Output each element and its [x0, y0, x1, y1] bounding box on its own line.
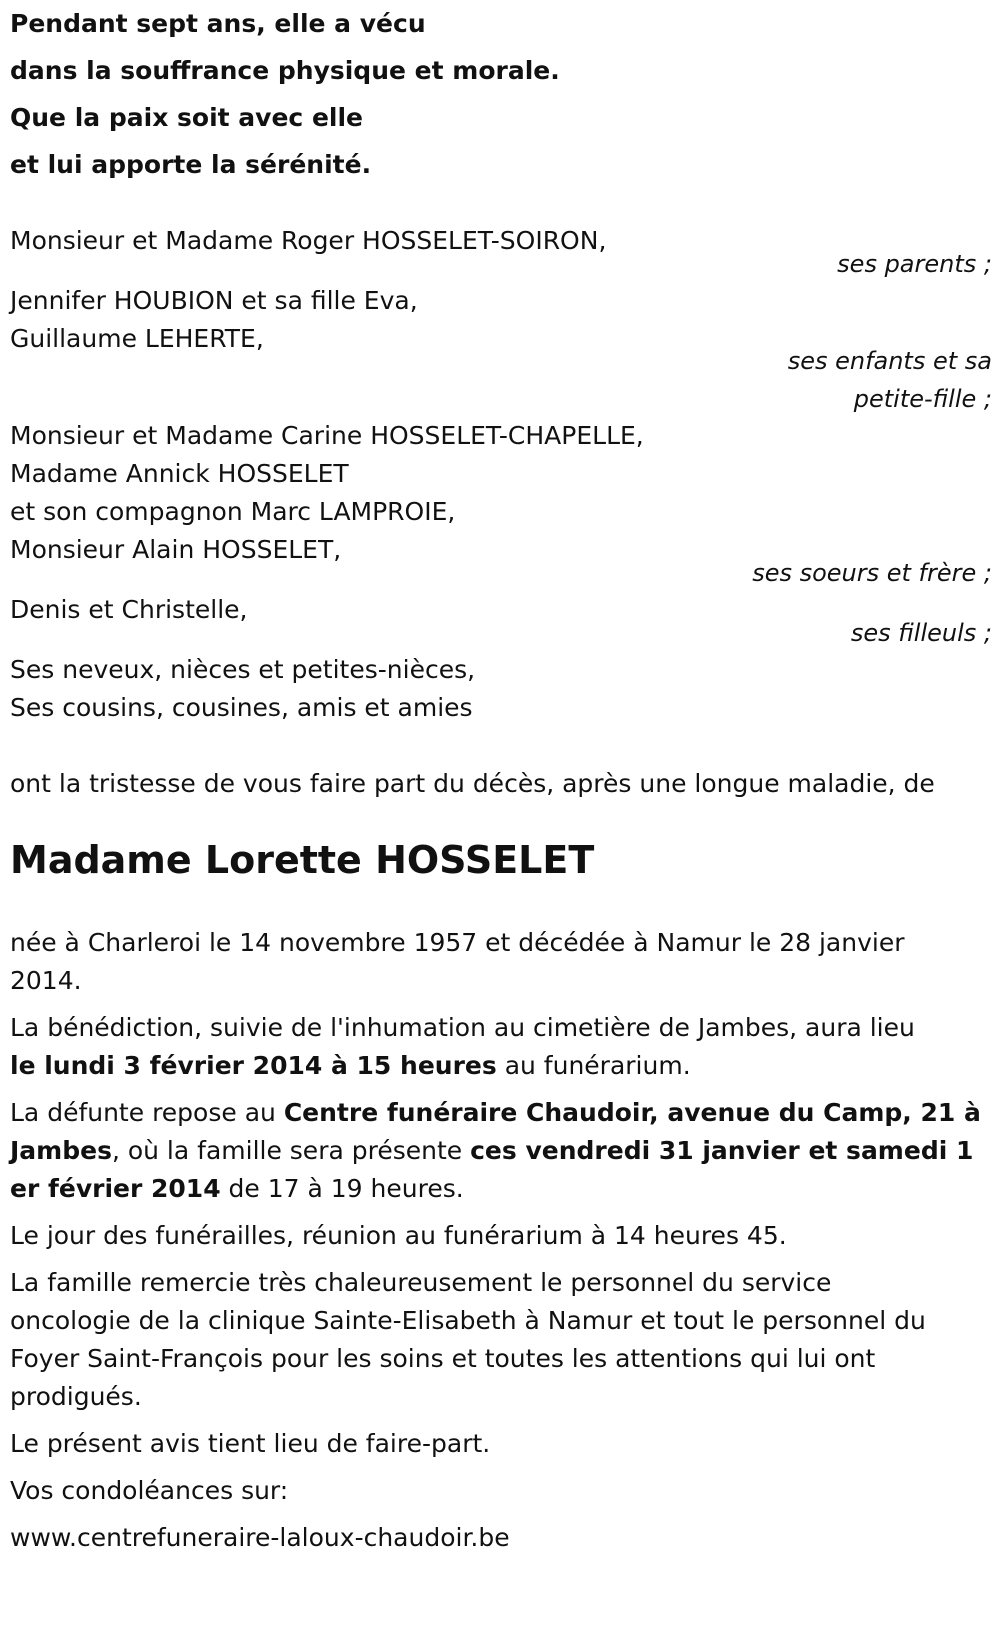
children-name: Guillaume LEHERTE,	[10, 324, 264, 353]
ceremony-place: au funérarium.	[496, 1051, 691, 1080]
rest-location: Jambes	[10, 1136, 112, 1165]
rest-location: Centre funéraire Chaudoir, avenue du Camp, 21 à	[283, 1098, 981, 1127]
poem-line: dans la souffrance physique et morale.	[10, 56, 560, 85]
condolences-line: Vos condoléances sur:	[10, 1476, 289, 1505]
poem-line: Que la paix soit avec elle	[10, 103, 363, 132]
visit-hours: de 17 à 19 heures.	[220, 1174, 464, 1203]
thanks-line: oncologie de la clinique Sainte-Elisabeth à Namur et tout le personnel du	[10, 1306, 926, 1335]
thanks-line: prodigués.	[10, 1382, 142, 1411]
siblings-role: ses soeurs et frère ;	[752, 559, 992, 587]
announcement: ont la tristesse de vous faire part du décès, après une longue maladie, de	[10, 769, 935, 798]
rest-text: La défunte repose au	[10, 1098, 284, 1127]
godchildren-names: Denis et Christelle,	[10, 595, 248, 624]
meeting-line: Le jour des funérailles, réunion au funérarium à 14 heures 45.	[10, 1221, 787, 1250]
children-role: petite-fille ;	[853, 385, 992, 413]
rest-text: , où la famille sera présente	[111, 1136, 471, 1165]
extended-family: Ses cousins, cousines, amis et amies	[10, 693, 473, 722]
ceremony-date: le lundi 3 février 2014 à 15 heures	[10, 1051, 497, 1080]
rest-line	[10, 1132, 973, 1170]
children-name: Jennifer HOUBION et sa fille Eva,	[10, 286, 418, 315]
thanks-line: Foyer Saint-François pour les soins et toutes les attentions qui lui ont	[10, 1344, 876, 1373]
visit-dates: er février 2014	[10, 1174, 221, 1203]
ceremony-line: La bénédiction, suivie de l'inhumation au cimetière de Jambes, aura lieu	[10, 1013, 915, 1042]
notice-line: Le présent avis tient lieu de faire-part.	[10, 1429, 491, 1458]
parents-names: Monsieur et Madame Roger HOSSELET-SOIRON,	[10, 226, 607, 255]
poem-line: Pendant sept ans, elle a vécu	[10, 9, 426, 38]
siblings-name: Monsieur et Madame Carine HOSSELET-CHAPELLE,	[10, 421, 644, 450]
godchildren-role: ses filleuls ;	[850, 619, 992, 647]
poem-line: et lui apporte la sérénité.	[10, 150, 372, 179]
parents-role: ses parents ;	[837, 250, 992, 278]
rest-line	[10, 1094, 981, 1132]
birth-death-line: née à Charleroi le 14 novembre 1957 et décédée à Namur le 28 janvier	[10, 928, 905, 957]
deceased-name: Madame Lorette HOSSELET	[10, 838, 595, 882]
children-role: ses enfants et sa	[787, 347, 992, 375]
siblings-name: et son compagnon Marc LAMPROIE,	[10, 497, 456, 526]
extended-family: Ses neveux, nièces et petites-nièces,	[10, 655, 476, 684]
siblings-name: Monsieur Alain HOSSELET,	[10, 535, 342, 564]
visit-dates: ces vendredi 31 janvier et samedi 1	[470, 1136, 974, 1165]
thanks-line: La famille remercie très chaleureusement le personnel du service	[10, 1268, 832, 1297]
ceremony-line	[10, 1047, 691, 1085]
rest-line	[10, 1170, 464, 1208]
siblings-name: Madame Annick HOSSELET	[10, 459, 349, 488]
website-link[interactable]: www.centrefuneraire-laloux-chaudoir.be	[10, 1523, 510, 1552]
birth-death-line: 2014.	[10, 966, 82, 995]
